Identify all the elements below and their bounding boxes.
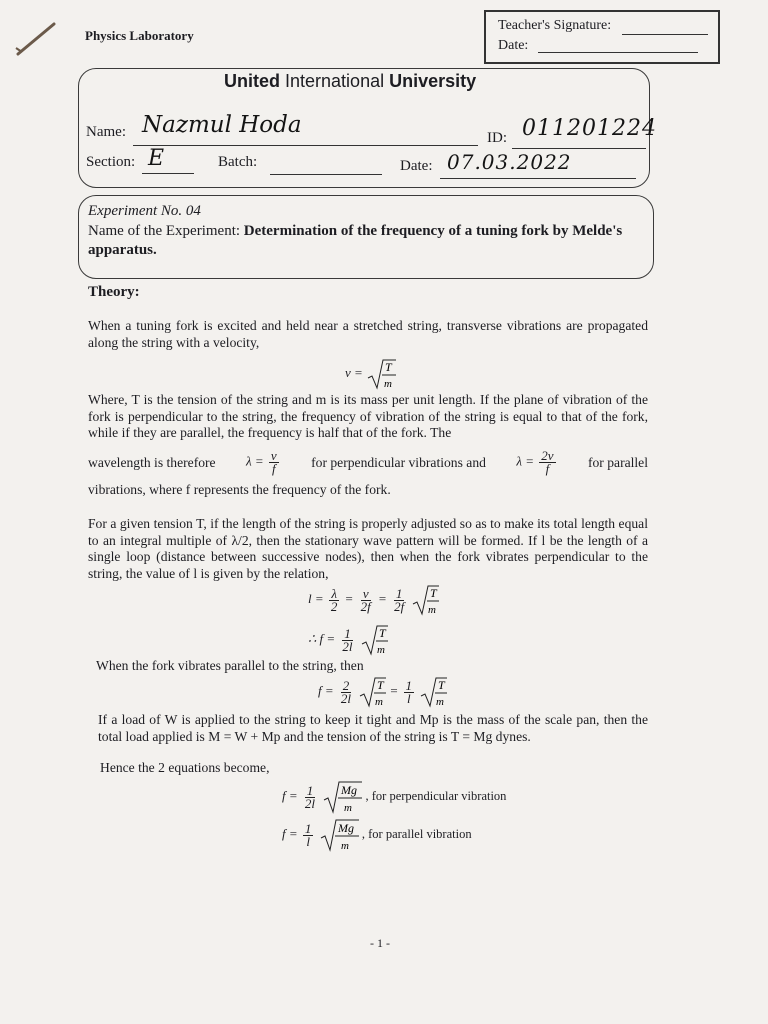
svg-text:m: m: [376, 644, 385, 656]
svg-text:T: T: [377, 678, 384, 692]
svg-text:Mg: Mg: [337, 821, 354, 835]
section-line: [142, 173, 194, 174]
date-label: Date:: [400, 158, 433, 174]
teacher-date-label: Date:: [498, 38, 529, 53]
name-label: Name:: [86, 124, 126, 140]
theory-paragraph-4: When the fork vibrates parallel to the string, then: [96, 658, 364, 673]
university-word-1: United: [224, 71, 280, 91]
experiment-number: Experiment No. 04: [88, 203, 201, 219]
theory-paragraph-2: Where, T is the tension of the string and m is its mass per unit length. If the plane of vibration of the fork is perpendicular to the string, the frequency of vibration of the string is equal to that of the fork, while if they are parallel, the frequency is half that of the fork. The: [88, 392, 648, 441]
velocity-equation: v = T m: [345, 358, 396, 390]
svg-text:m: m: [340, 840, 349, 852]
section-label: Section:: [86, 154, 136, 170]
id-line: [512, 148, 646, 149]
svg-text:Mg: Mg: [341, 783, 358, 797]
name-line: [133, 145, 478, 146]
signature-line: [622, 34, 708, 35]
svg-text:m: m: [375, 696, 384, 708]
theory-paragraph-3: For a given tension T, if the length of the string is properly adjusted so as to make its total length equal to an integral multiple of λ/2, then the stationary wave pattern will be formed. If l be the length of a single loop (distance between successive nodes), then when the fork vibrates perpendicular to the string, the value of l is given by the relation,: [88, 516, 648, 581]
id-value: 011201224: [522, 116, 657, 141]
svg-text:m: m: [436, 696, 445, 708]
section-value: E: [148, 146, 165, 171]
university-word-2: International: [285, 71, 385, 91]
wavelength-parallel-eq: λ = $\frac{2v}{f}$: [516, 448, 554, 476]
wavelength-line: [88, 450, 648, 475]
theory-paragraph-2-end: vibrations, where f represents the frequency of the fork.: [88, 482, 391, 497]
svg-text:m: m: [384, 378, 392, 390]
lab-title: Physics Laboratory: [85, 28, 194, 43]
teacher-signature-box: [484, 10, 720, 64]
experiment-name-label: Name of the Experiment:: [88, 223, 241, 239]
svg-text:T: T: [385, 360, 392, 374]
name-value: Nazmul Hoda: [142, 112, 302, 138]
page-number: - 1 -: [370, 936, 390, 950]
perpendicular-equation: f = $\frac{1}{2l}$ Mg m , for perpendicular vibration: [282, 782, 507, 814]
pen-mark-icon: [14, 18, 58, 63]
parallel-note: , for parallel vibration: [361, 826, 472, 841]
id-label: ID:: [487, 130, 507, 146]
frequency-equation-2: f = $\frac{2}{2l}$ T m = $\frac{1}{l}$ T m: [318, 676, 447, 708]
experiment-name: [88, 222, 648, 260]
loop-length-equation: l = $\frac{\lambda}{2}$ = $\frac{v}{2f}$ = $\frac{1}{2f}$ T m: [308, 584, 439, 616]
parallel-equation: f = $\frac{1}{l}$ Mg m , for parallel vibration: [282, 820, 472, 852]
frequency-equation-1: ∴ f = $\frac{1}{2l}$ T m: [308, 624, 388, 656]
batch-label: Batch:: [218, 154, 258, 170]
svg-text:T: T: [430, 586, 438, 600]
teacher-date-line: [538, 52, 698, 53]
wavelength-text-2: for perpendicular vibrations and: [311, 454, 486, 470]
wavelength-perp-eq: λ = $\frac{v}{f}$: [246, 448, 277, 476]
perpendicular-note: , for perpendicular vibration: [365, 788, 507, 803]
date-line: [440, 178, 636, 179]
theory-heading: Theory:: [88, 284, 140, 300]
teacher-signature-label: Teacher's Signature:: [498, 18, 612, 33]
theory-paragraph-1: When a tuning fork is excited and held near a stretched string, transverse vibrations are propagated along the string with a velocity,: [88, 318, 648, 350]
wavelength-text-3: for parallel: [587, 454, 648, 470]
date-value: 07.03.2022: [447, 150, 572, 174]
theory-paragraph-6: Hence the 2 equations become,: [100, 760, 270, 775]
university-name: [224, 71, 476, 92]
university-word-3: University: [389, 71, 477, 91]
svg-text:T: T: [438, 678, 445, 692]
batch-line: [270, 174, 382, 175]
svg-text:T: T: [378, 626, 386, 640]
svg-text:m: m: [428, 604, 437, 616]
svg-text:m: m: [344, 802, 353, 814]
wavelength-text-1: wavelength is therefore: [88, 454, 216, 470]
experiment-name-value: Determination of the frequency of a tuning fork by Melde's apparatus.: [88, 223, 623, 258]
theory-paragraph-5: If a load of W is applied to the string to keep it tight and Mp is the mass of the scale pan, then the total load applied is M = W + Mp and the tension of the string is T = Mg dynes.: [98, 712, 648, 744]
